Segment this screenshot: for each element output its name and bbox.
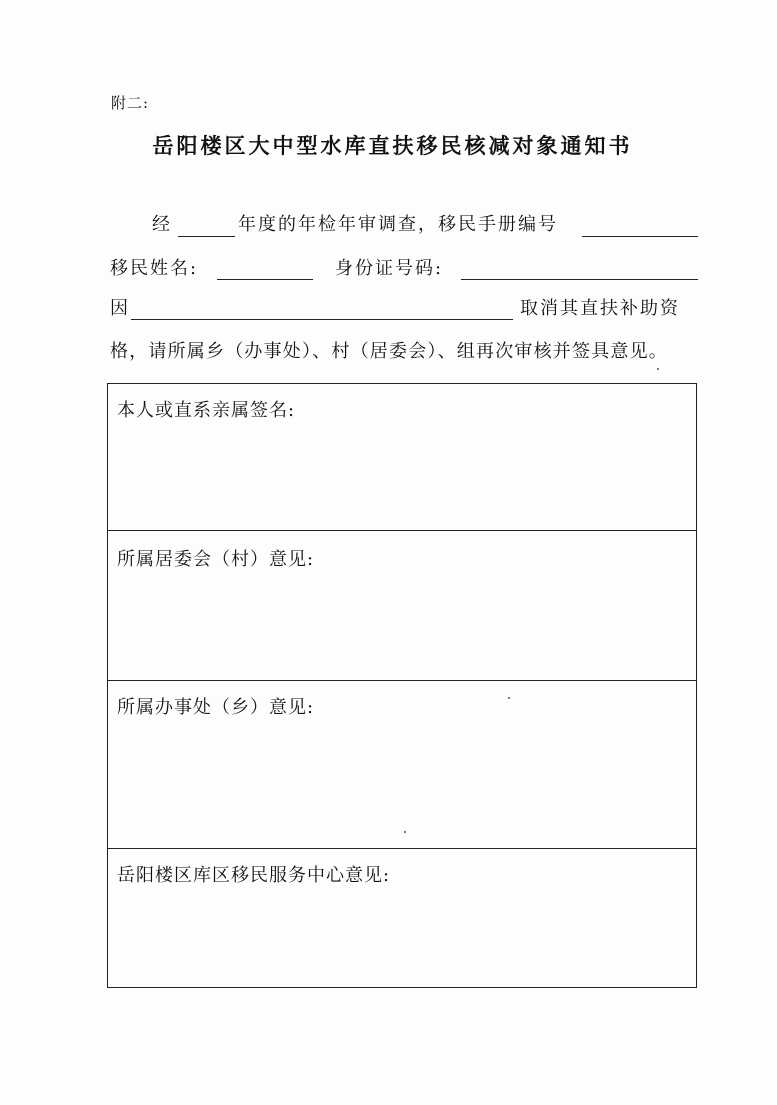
- line4-text: 格，请所属乡（办事处）、村（居委会）、组再次审核并签具意见。: [110, 341, 668, 362]
- scan-speck: [508, 697, 510, 699]
- reason-field[interactable]: [131, 319, 513, 320]
- id-number-label: 身份证号码:: [335, 258, 444, 279]
- attachment-label: 附二:: [111, 94, 150, 112]
- scan-speck: [404, 831, 406, 833]
- id-number-field[interactable]: [461, 279, 698, 280]
- service-center-opinion-label: 岳阳楼区库区移民服务中心意见:: [117, 865, 391, 886]
- migrant-handbook-number-field[interactable]: [582, 236, 698, 237]
- line1-middle: 年度的年检年审调查，移民手册编号: [238, 214, 558, 235]
- signature-row[interactable]: [108, 384, 696, 530]
- line3-prefix: 因: [110, 298, 130, 319]
- year-field[interactable]: [178, 236, 235, 237]
- line1-prefix: 经: [152, 214, 172, 235]
- scan-speck: [657, 368, 659, 370]
- sub-district-opinion-row[interactable]: [108, 680, 696, 848]
- migrant-name-field[interactable]: [217, 279, 313, 280]
- signature-row-label: 本人或直系亲属签名:: [117, 400, 296, 421]
- line3-suffix: 取消其直扶补助资: [520, 298, 680, 319]
- sub-district-opinion-label: 所属办事处（乡）意见:: [117, 697, 315, 718]
- opinion-table: [107, 383, 697, 988]
- service-center-opinion-row[interactable]: [108, 848, 696, 987]
- document-title: 岳阳楼区大中型水库直扶移民核减对象通知书: [152, 133, 633, 158]
- village-committee-opinion-row[interactable]: [108, 530, 696, 680]
- village-committee-opinion-label: 所属居委会（村）意见:: [117, 549, 315, 570]
- migrant-name-label: 移民姓名:: [110, 258, 199, 279]
